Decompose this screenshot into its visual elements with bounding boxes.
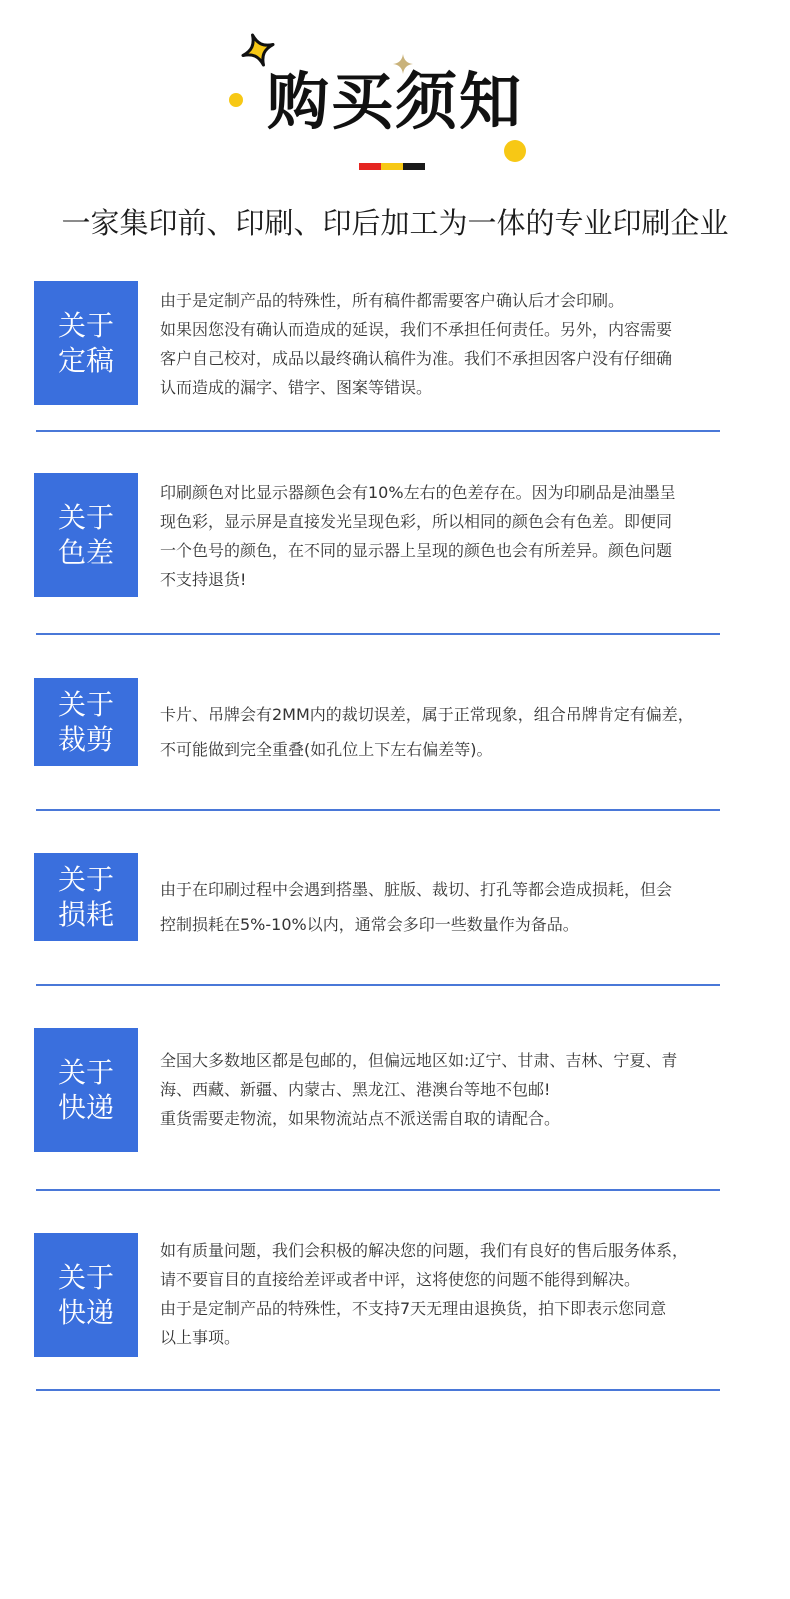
badge-color-difference (34, 473, 138, 597)
color-bar-yellow (381, 163, 403, 170)
badge-line1: 关于 (57, 1261, 114, 1294)
badge-line2: 快递 (57, 1091, 114, 1124)
text-line: 以上事项。 (160, 1328, 241, 1347)
text-line: 印刷颜色对比显示器颜色会有10%左右的色差存在。因为印刷品是油墨呈 (160, 483, 676, 502)
text-line: 卡片、吊牌会有2MM内的裁切误差，属于正常现象，组合吊牌肯定有偏差， (160, 705, 694, 724)
section-divider (36, 809, 720, 811)
badge-line1: 关于 (57, 1056, 114, 1089)
badge-line2: 快递 (57, 1296, 114, 1329)
section-text-cutting (160, 697, 772, 767)
text-line: 不支持退货! (160, 570, 247, 589)
section-text-loss (160, 872, 772, 942)
badge-line1: 关于 (57, 501, 114, 534)
text-line: 全国大多数地区都是包邮的，但偏远地区如:辽宁、甘肃、吉林、宁夏、青 (160, 1051, 678, 1070)
section-text-after-sales (160, 1236, 772, 1352)
text-line: 由于在印刷过程中会遇到搭墨、脏版、裁切、打孔等都会造成损耗，但会 (160, 880, 673, 899)
badge-finalize (34, 281, 138, 405)
text-line: 如有质量问题，我们会积极的解决您的问题，我们有良好的售后服务体系， (160, 1241, 689, 1260)
text-line: 认而造成的漏字、错字、图案等错误。 (160, 378, 433, 397)
text-line: 请不要盲目的直接给差评或者中评，这将使您的问题不能得到解决。 (160, 1270, 641, 1289)
badge-shipping (34, 1028, 138, 1152)
section-divider (36, 430, 720, 432)
badge-line2: 裁剪 (57, 723, 114, 756)
section-text-color-difference (160, 478, 772, 594)
section-text-finalize (160, 286, 772, 402)
badge-line1: 关于 (57, 309, 114, 342)
page-subtitle: 一家集印前、印刷、印后加工为一体的专业印刷企业 (61, 206, 729, 240)
page-title: 购买须知 (266, 65, 523, 138)
text-line: 如果因您没有确认而造成的延误，我们不承担任何责任。另外，内容需要 (160, 320, 673, 339)
badge-line2: 损耗 (57, 898, 114, 931)
color-bar-black (403, 163, 425, 170)
text-line: 由于是定制产品的特殊性，所有稿件都需要客户确认后才会印刷。 (160, 291, 625, 310)
badge-after-sales (34, 1233, 138, 1357)
color-bar-red (359, 163, 381, 170)
text-line: 不可能做到完全重叠(如孔位上下左右偏差等)。 (160, 740, 493, 759)
text-line: 控制损耗在5%-10%以内，通常会多印一些数量作为备品。 (160, 915, 579, 934)
section-text-shipping (160, 1046, 772, 1133)
text-line: 一个色号的颜色，在不同的显示器上呈现的颜色也会有所差异。颜色问题 (160, 541, 673, 560)
section-divider (36, 1189, 720, 1191)
badge-line1: 关于 (57, 688, 114, 721)
text-line: 由于是定制产品的特殊性，不支持7天无理由退换货，拍下即表示您同意 (160, 1299, 667, 1318)
badge-line1: 关于 (57, 863, 114, 896)
section-divider (36, 984, 720, 986)
text-line: 客户自己校对，成品以最终确认稿件为准。我们不承担因客户没有仔细确 (160, 349, 673, 368)
badge-cutting (34, 678, 138, 766)
text-line: 现色彩，显示屏是直接发光呈现色彩，所以相同的颜色会有色差。即便同 (160, 512, 673, 531)
header (0, 0, 790, 200)
badge-loss (34, 853, 138, 941)
badge-line2: 定稿 (57, 344, 114, 377)
section-divider (36, 633, 720, 635)
text-line: 海、西藏、新疆、内蒙古、黑龙江、港澳台等地不包邮! (160, 1080, 551, 1099)
section-divider (36, 1389, 720, 1391)
sparkle-icon (240, 32, 276, 68)
yellow-dot-right (504, 140, 526, 162)
badge-line2: 色差 (57, 536, 114, 569)
text-line: 重货需要走物流，如果物流站点不派送需自取的请配合。 (160, 1109, 561, 1128)
